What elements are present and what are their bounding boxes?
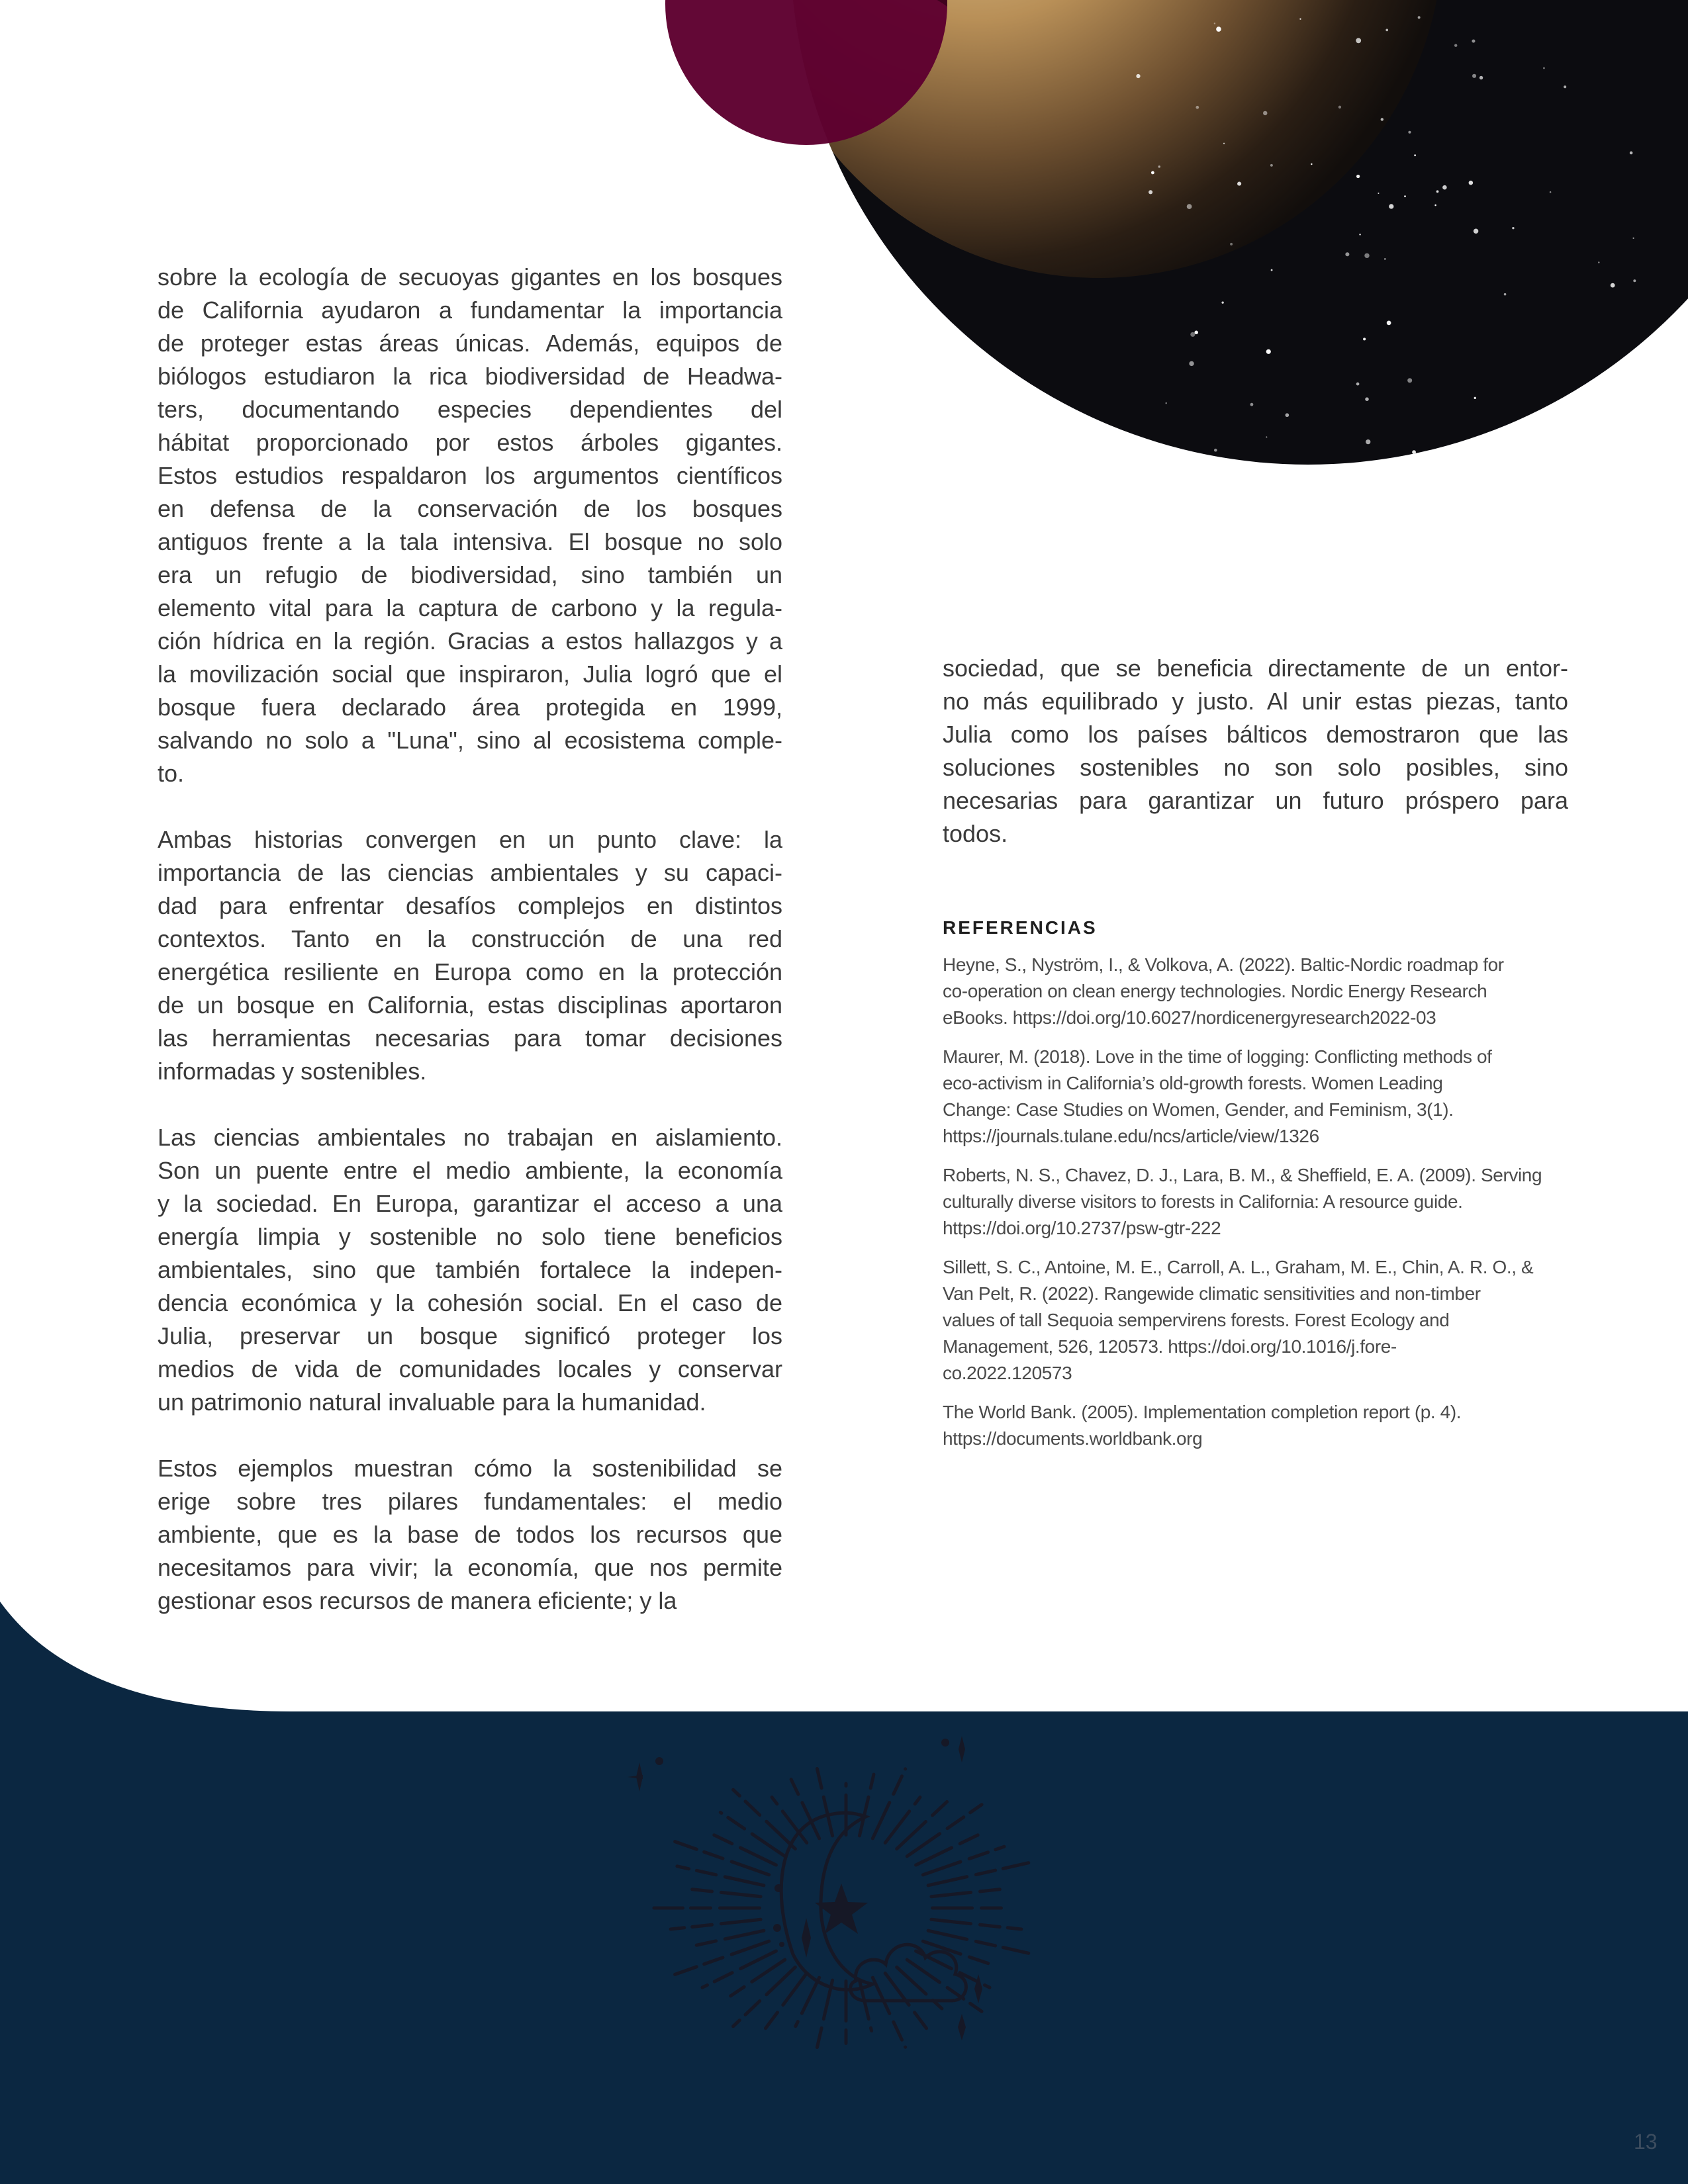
text-line: Son un puente entre el medio ambiente, la economía bbox=[158, 1157, 782, 1184]
star bbox=[1189, 361, 1194, 366]
star bbox=[1214, 449, 1217, 452]
text-line: y la sociedad. En Europa, garantizar el acceso a una bbox=[158, 1190, 782, 1217]
reference-line: Maurer, M. (2018). Love in the time of logging: Conflicting methods of bbox=[943, 1046, 1492, 1067]
star bbox=[1434, 205, 1436, 206]
text-line: necesarias para garantizar un futuro próspero para bbox=[943, 787, 1568, 814]
references-list bbox=[943, 952, 1578, 1452]
paragraph-gap bbox=[158, 1088, 782, 1121]
star bbox=[1299, 19, 1301, 20]
reference-line: Change: Case Studies on Women, Gender, and Feminism, 3(1). bbox=[943, 1099, 1454, 1120]
reference-line: https://doi.org/10.2737/psw-gtr-222 bbox=[943, 1218, 1221, 1238]
star bbox=[1250, 403, 1254, 406]
text-line: energética resiliente en Europa como en la protección bbox=[158, 958, 782, 985]
star bbox=[1165, 402, 1166, 404]
text-line: la movilización social que inspiraron, Julia logró que el bbox=[158, 660, 782, 688]
text-line: un patrimonio natural invaluable para la humanidad. bbox=[158, 1388, 706, 1416]
star bbox=[1512, 227, 1514, 229]
star bbox=[1221, 301, 1223, 303]
star bbox=[1237, 182, 1241, 186]
text-line: sociedad, que se beneficia directamente de un entor- bbox=[943, 655, 1568, 682]
star bbox=[1366, 439, 1370, 444]
text-line: importancia de las ciencias ambientales y su capaci- bbox=[158, 859, 782, 886]
star bbox=[1630, 152, 1633, 155]
star bbox=[1223, 143, 1225, 144]
reference-line: culturally diverse visitors to forests in California: A resource guide. bbox=[943, 1191, 1463, 1212]
star bbox=[1418, 16, 1421, 19]
star bbox=[1364, 253, 1369, 258]
text-line: Estos estudios respaldaron los argumentos científicos bbox=[158, 462, 782, 489]
text-line: Julia, preservar un bosque significó proteger los bbox=[158, 1322, 782, 1349]
text-line: ambiente, que es la base de todos los recursos que bbox=[158, 1521, 782, 1548]
reference-line: https://documents.worldbank.org bbox=[943, 1428, 1203, 1449]
star bbox=[1270, 164, 1273, 167]
star bbox=[1266, 436, 1267, 437]
star bbox=[1474, 228, 1478, 233]
star bbox=[1436, 191, 1439, 193]
reference-line: Heyne, S., Nyström, I., & Volkova, A. (2022). Baltic-Nordic roadmap for bbox=[943, 954, 1504, 975]
text-line: Julia como los países bálticos demostraron que las bbox=[943, 721, 1568, 748]
text-line: erige sobre tres pilares fundamentales: el medio bbox=[158, 1488, 782, 1515]
paragraph-gap bbox=[158, 1419, 782, 1452]
star bbox=[1158, 165, 1160, 167]
star bbox=[1593, 432, 1596, 434]
text-line: Estos ejemplos muestran cómo la sostenibilidad se bbox=[158, 1455, 782, 1482]
text-line: salvando no solo a "Luna", sino al ecosistema comple- bbox=[158, 727, 782, 754]
reference-line: eco-activism in California’s old-growth forests. Women Leading bbox=[943, 1073, 1443, 1093]
text-line: medios de vida de comunidades locales y conservar bbox=[158, 1355, 782, 1383]
reference-line: Sillett, S. C., Antoine, M. E., Carroll, A. L., Graham, M. E., Chin, A. R. O., & bbox=[943, 1257, 1534, 1277]
text-line: energía limpia y sostenible no solo tiene beneficios bbox=[158, 1223, 782, 1250]
text-line: biólogos estudiaron la rica biodiversidad de Headwa- bbox=[158, 363, 782, 390]
star bbox=[1472, 74, 1476, 78]
star bbox=[1472, 40, 1475, 43]
star bbox=[1151, 171, 1154, 175]
text-line: en defensa de la conservación de los bosques bbox=[158, 495, 782, 522]
text-line: gestionar esos recursos de manera eficiente; y la bbox=[158, 1587, 677, 1614]
text-line: todos. bbox=[943, 820, 1008, 847]
reference-line: eBooks. https://doi.org/10.6027/nordicenergyresearch2022-03 bbox=[943, 1007, 1436, 1028]
star bbox=[1271, 269, 1273, 271]
text-line: era un refugio de biodiversidad, sino también un bbox=[158, 561, 782, 588]
star bbox=[1190, 332, 1195, 337]
text-line: antiguos frente a la tala intensiva. El bosque no solo bbox=[158, 528, 782, 555]
star bbox=[1149, 190, 1152, 194]
star bbox=[1356, 383, 1360, 386]
star bbox=[1286, 413, 1289, 417]
reference-line: Management, 526, 120573. https://doi.org/10.1016/j.fore- bbox=[943, 1336, 1397, 1357]
text-line: de California ayudaron a fundamentar la importancia bbox=[158, 296, 782, 324]
reference-line: co-operation on clean energy technologies. Nordic Energy Research bbox=[943, 981, 1487, 1001]
star bbox=[1442, 185, 1447, 190]
paragraph bbox=[158, 261, 782, 790]
star bbox=[1504, 293, 1507, 296]
star bbox=[1214, 23, 1215, 24]
text-line: las herramientas necesarias para tomar decisiones bbox=[158, 1024, 782, 1052]
text-line: elemento vital para la captura de carbono y la regula- bbox=[158, 594, 782, 621]
text-line: bosque fuera declarado área protegida en 1999, bbox=[158, 694, 782, 721]
star bbox=[1384, 258, 1386, 260]
reference-line: Van Pelt, R. (2022). Rangewide climatic sensitivities and non-timber bbox=[943, 1283, 1481, 1304]
paragraph-gap bbox=[158, 790, 782, 823]
references-section bbox=[943, 913, 1578, 1465]
reference-item bbox=[943, 1399, 1578, 1452]
star bbox=[1196, 106, 1199, 109]
star bbox=[1311, 163, 1312, 165]
star bbox=[1408, 131, 1411, 134]
star bbox=[1263, 111, 1267, 115]
text-line: hábitat proporcionado por estos árboles gigantes. bbox=[158, 429, 782, 456]
star bbox=[1387, 321, 1391, 326]
star bbox=[1633, 279, 1636, 282]
star bbox=[1469, 181, 1474, 185]
star bbox=[1412, 450, 1416, 454]
text-line: Ambas historias convergen en un punto clave: la bbox=[158, 826, 782, 853]
body-text-left-column bbox=[158, 261, 782, 1617]
star bbox=[1266, 349, 1271, 354]
star bbox=[1381, 118, 1383, 120]
star bbox=[1614, 392, 1618, 396]
star bbox=[1454, 44, 1457, 47]
text-line: contextos. Tanto en la construcción de una red bbox=[158, 925, 782, 952]
text-line: ambientales, sino que también fortalece la indepen- bbox=[158, 1256, 782, 1283]
star bbox=[1385, 29, 1388, 32]
star bbox=[1378, 193, 1379, 194]
star bbox=[1474, 397, 1476, 399]
star bbox=[1414, 154, 1416, 156]
star bbox=[1359, 234, 1360, 235]
star bbox=[1479, 76, 1483, 79]
text-line: de proteger estas áreas únicas. Además, equipos de bbox=[158, 330, 782, 357]
star bbox=[1564, 85, 1566, 88]
star bbox=[1356, 175, 1360, 178]
star bbox=[1611, 283, 1615, 288]
paragraph bbox=[158, 1121, 782, 1419]
star bbox=[1356, 38, 1361, 43]
star bbox=[1598, 261, 1600, 263]
text-line: dad para enfrentar desafíos complejos en distintos bbox=[158, 892, 782, 919]
text-line: to. bbox=[158, 760, 185, 787]
text-line: informadas y sostenibles. bbox=[158, 1058, 427, 1085]
reference-line: co.2022.120573 bbox=[943, 1363, 1072, 1383]
star bbox=[1216, 26, 1221, 32]
star bbox=[1407, 378, 1412, 383]
star bbox=[1389, 204, 1393, 208]
star bbox=[1543, 67, 1545, 69]
paragraph bbox=[158, 823, 782, 1088]
paragraph bbox=[158, 1452, 782, 1617]
text-line: ters, documentando especies dependientes del bbox=[158, 396, 782, 423]
star bbox=[1187, 204, 1192, 209]
reference-line: https://journals.tulane.edu/ncs/article/view/1326 bbox=[943, 1126, 1319, 1146]
text-line: no más equilibrado y justo. Al unir estas piezas, tanto bbox=[943, 688, 1568, 715]
text-line: Las ciencias ambientales no trabajan en aislamiento. bbox=[158, 1124, 782, 1151]
reference-item bbox=[943, 1044, 1578, 1150]
text-line: dencia económica y la cohesión social. En el caso de bbox=[158, 1289, 782, 1316]
text-line: sobre la ecología de secuoyas gigantes en los bosques bbox=[158, 263, 782, 291]
text-line: ción hídrica en la región. Gracias a estos hallazgos y a bbox=[158, 627, 782, 655]
text-line: de un bosque en California, estas disciplinas aportaron bbox=[158, 991, 782, 1019]
star bbox=[1136, 74, 1140, 78]
text-line: necesitamos para vivir; la economía, que nos permite bbox=[158, 1554, 782, 1581]
reference-item bbox=[943, 952, 1578, 1031]
page-number: 13 bbox=[1634, 2130, 1658, 2154]
reference-line: values of tall Sequoia sempervirens forests. Forest Ecology and bbox=[943, 1310, 1450, 1330]
star bbox=[1404, 195, 1406, 197]
reference-line: Roberts, N. S., Chavez, D. J., Lara, B. M., & Sheffield, E. A. (2009). Serving bbox=[943, 1165, 1542, 1185]
star bbox=[1365, 397, 1369, 401]
star bbox=[1345, 252, 1349, 256]
star bbox=[1632, 238, 1634, 239]
star bbox=[1338, 106, 1341, 109]
reference-line: The World Bank. (2005). Implementation completion report (p. 4). bbox=[943, 1402, 1462, 1422]
star bbox=[1363, 338, 1366, 340]
reference-item bbox=[943, 1254, 1578, 1387]
star bbox=[1194, 331, 1198, 335]
body-text-right-column bbox=[943, 652, 1568, 850]
star bbox=[1230, 243, 1233, 246]
references-heading: REFERENCIAS bbox=[943, 917, 1098, 938]
reference-item bbox=[943, 1162, 1578, 1242]
star bbox=[1550, 191, 1552, 193]
text-line: soluciones sostenibles no son solo posibles, sino bbox=[943, 754, 1568, 781]
